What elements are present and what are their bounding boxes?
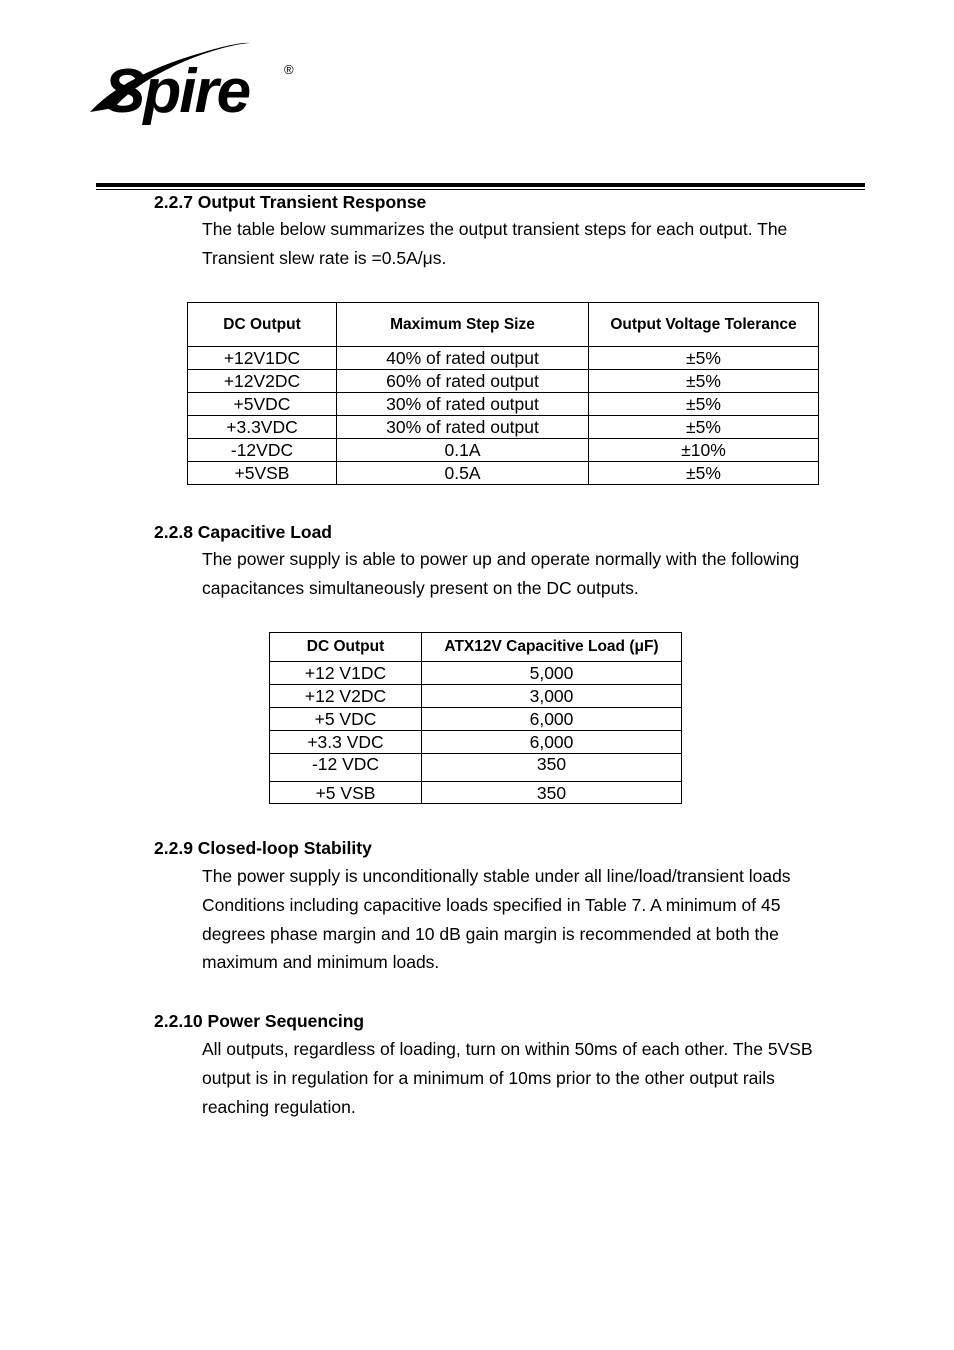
cell-dc-output: +3.3VDC: [188, 416, 337, 439]
cell-step-size: 30% of rated output: [337, 416, 589, 439]
section-text-2-2-7: [202, 215, 882, 273]
text-line: The power supply is able to power up and operate normally with the following: [202, 549, 800, 569]
table-row: [188, 393, 819, 416]
cell-capacitive-load: 6,000: [422, 708, 682, 731]
section-text-2-2-10: [202, 1035, 882, 1121]
header-dc-output: DC Output: [188, 303, 337, 347]
spire-logo: [84, 38, 304, 130]
cell-capacitive-load: 6,000: [422, 731, 682, 754]
cell-step-size: 40% of rated output: [337, 347, 589, 370]
text-line: All outputs, regardless of loading, turn on within 50ms of each other. The 5VSB: [202, 1039, 813, 1059]
cell-step-size: 0.5A: [337, 462, 589, 485]
cell-step-size: 0.1A: [337, 439, 589, 462]
section-heading-2-2-10: 2.2.10 Power Sequencing: [154, 1011, 365, 1031]
cell-dc-output: -12VDC: [188, 439, 337, 462]
table-row: [188, 462, 819, 485]
table-row: [270, 708, 682, 731]
section-heading-2-2-7: 2.2.7 Output Transient Response: [154, 192, 427, 212]
cell-tolerance: ±5%: [589, 393, 819, 416]
cell-step-size: 30% of rated output: [337, 393, 589, 416]
table-row: [188, 370, 819, 393]
cell-capacitive-load: 3,000: [422, 685, 682, 708]
logo-registered-mark: ®: [284, 62, 294, 77]
text-line: Conditions including capacitive loads specified in Table 7. A minimum of 45: [202, 894, 781, 915]
table-row: [188, 347, 819, 370]
section-text-2-2-8: [202, 545, 882, 603]
cell-dc-output: +5VSB: [188, 462, 337, 485]
section-heading-2-2-9: 2.2.9 Closed-loop Stability: [154, 838, 372, 858]
table-row: [188, 416, 819, 439]
text-line: reaching regulation.: [202, 1096, 356, 1117]
table-row: [270, 685, 682, 708]
table-header-row: [188, 303, 819, 347]
cell-dc-output: +5 VDC: [270, 708, 422, 731]
header-rule-thick: [96, 183, 865, 187]
text-line: The table below summarizes the output transient steps for each output. The: [202, 219, 788, 239]
cell-capacitive-load: 350: [422, 782, 682, 804]
transient-response-table: [187, 302, 819, 485]
cell-step-size: 60% of rated output: [337, 370, 589, 393]
table-row: [188, 439, 819, 462]
section-text-2-2-9: [202, 862, 882, 977]
capacitive-load-table: [269, 632, 682, 804]
cell-dc-output: -12 VDC: [270, 754, 422, 782]
table-row: [270, 731, 682, 754]
header-dc-output: DC Output: [270, 633, 422, 662]
cell-dc-output: +12V2DC: [188, 370, 337, 393]
cell-capacitive-load: 350: [422, 754, 682, 782]
header-rule-thin: [96, 189, 865, 190]
text-line: Transient slew rate is =0.5A/μs.: [202, 247, 447, 268]
cell-dc-output: +3.3 VDC: [270, 731, 422, 754]
cell-dc-output: +5 VSB: [270, 782, 422, 804]
cell-tolerance: ±5%: [589, 416, 819, 439]
table-row: [270, 782, 682, 804]
cell-tolerance: ±10%: [589, 439, 819, 462]
cell-tolerance: ±5%: [589, 462, 819, 485]
text-line: capacitances simultaneously present on the DC outputs.: [202, 577, 639, 598]
text-line: output is in regulation for a minimum of 10ms prior to the other output rails: [202, 1067, 775, 1088]
cell-dc-output: +12 V2DC: [270, 685, 422, 708]
cell-capacitive-load: 5,000: [422, 662, 682, 685]
text-line: maximum and minimum loads.: [202, 952, 440, 973]
text-line: The power supply is unconditionally stable under all line/load/transient loads: [202, 866, 791, 886]
cell-dc-output: +5VDC: [188, 393, 337, 416]
table-header-row: [270, 633, 682, 662]
logo-wordmark: Spire: [104, 57, 250, 126]
section-heading-2-2-8: 2.2.8 Capacitive Load: [154, 522, 332, 542]
text-line: degrees phase margin and 10 dB gain margin is recommended at both the: [202, 923, 779, 944]
cell-tolerance: ±5%: [589, 347, 819, 370]
cell-tolerance: ±5%: [589, 370, 819, 393]
header-max-step-size: Maximum Step Size: [337, 303, 589, 347]
header-voltage-tolerance: Output Voltage Tolerance: [589, 303, 819, 347]
cell-dc-output: +12 V1DC: [270, 662, 422, 685]
table-row: [270, 754, 682, 782]
table-row: [270, 662, 682, 685]
header-capacitive-load: ATX12V Capacitive Load (μF): [422, 633, 682, 662]
cell-dc-output: +12V1DC: [188, 347, 337, 370]
